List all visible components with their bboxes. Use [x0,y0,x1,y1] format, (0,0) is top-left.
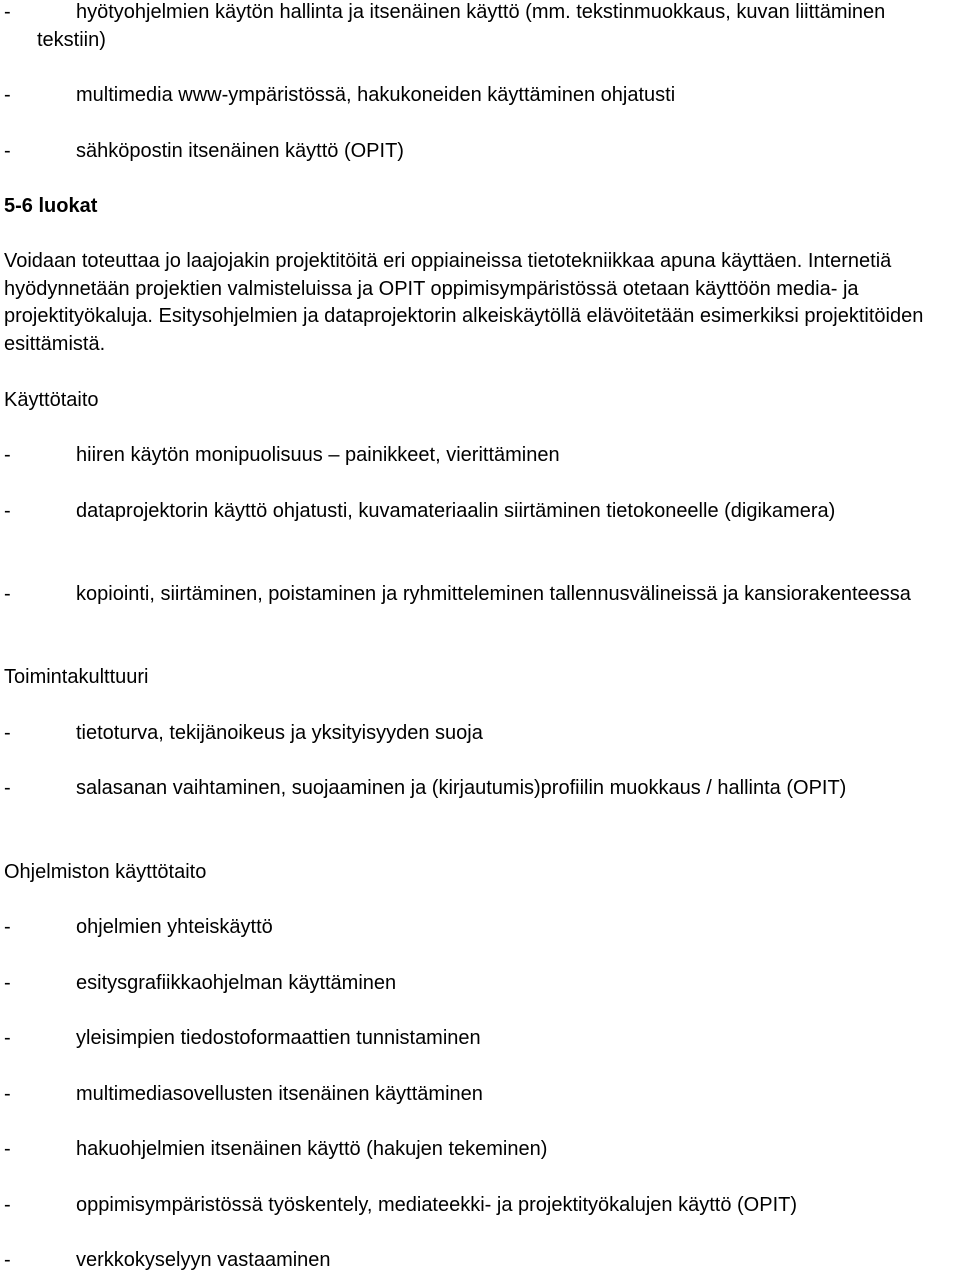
list-item [4,498,954,526]
list-item-text: hyötyohjelmien käytön hallinta ja itsenäinen käyttö (mm. tekstinmuokkaus, kuvan liittäminen tekstiin) [37,1,886,51]
list-item-text: esitysgrafiikkaohjelman käyttäminen [76,972,397,994]
list-item [4,1192,954,1220]
list-item-text: kopiointi, siirtäminen, poistaminen ja ryhmitteleminen tallennusvälineissä ja kansiorakenteessa [76,583,911,605]
list-item [4,914,954,942]
list-item-text: yleisimpien tiedostoformaattien tunnistaminen [76,1027,481,1049]
list-item-text: verkkokyselyyn vastaaminen [76,1249,331,1271]
section-heading-ohjelmiston-kayttotaito: Ohjelmiston käyttötaito [4,861,207,883]
list-item-text: sähköpostin itsenäinen käyttö (OPIT) [76,140,404,162]
bullet-dash: - [4,777,11,799]
list-item [4,775,954,803]
list-item-text: dataprojektorin käyttö ohjatusti, kuvamateriaalin siirtäminen tietokoneelle (digikamera) [76,500,836,522]
bullet-dash: - [4,500,11,522]
grade-heading: 5-6 luokat [4,195,98,217]
list-item [4,442,954,470]
bullet-dash: - [4,1027,11,1049]
bullet-dash: - [4,1138,11,1160]
bullet-dash: - [4,140,11,162]
bullet-dash: - [4,972,11,994]
list-item [4,581,954,609]
list-item [4,1247,954,1275]
list-item [4,1025,954,1053]
bullet-dash: - [4,444,11,466]
list-item-text: tietoturva, tekijänoikeus ja yksityisyyden suoja [76,722,483,744]
list-item-text: multimedia www-ympäristössä, hakukoneiden käyttäminen ohjatusti [76,84,676,106]
bullet-dash: - [4,1249,11,1271]
bullet-dash: - [4,1194,11,1216]
list-item [4,970,954,998]
bullet-dash: - [4,84,11,106]
intro-paragraph: Voidaan toteuttaa jo laajojakin projektitöitä eri oppiaineissa tietotekniikkaa apuna käyttäen. Internetiä hyödynnetään projektien valmisteluissa ja OPIT oppimisympäristössä otetaan käyttöön media- ja projektityökaluja. Esitysohjelmien ja dataprojektorin alkeiskäytöllä elävöitetään esimerkiksi projektitöiden esittämistä. [4,250,924,355]
list-item-text: multimediasovellusten itsenäinen käyttäminen [76,1083,483,1105]
bullet-dash: - [4,916,11,938]
section-heading-kayttotaito: Käyttötaito [4,389,99,411]
section-heading-toimintakulttuuri: Toimintakulttuuri [4,666,149,688]
bullet-dash: - [4,722,11,744]
list-item-text: hakuohjelmien itsenäinen käyttö (hakujen tekeminen) [76,1138,548,1160]
list-item [4,82,954,110]
bullet-dash: - [4,583,11,605]
list-item [4,138,954,166]
list-item-text: salasanan vaihtaminen, suojaaminen ja (kirjautumis)profiilin muokkaus / hallinta (OPIT) [76,777,847,799]
bullet-dash: - [4,1,11,23]
list-item-text: ohjelmien yhteiskäyttö [76,916,273,938]
list-item [4,1136,954,1164]
list-item [4,1081,954,1109]
list-item-text: hiiren käytön monipuolisuus – painikkeet, vierittäminen [76,444,560,466]
list-item [4,0,954,54]
bullet-dash: - [4,1083,11,1105]
list-item [4,720,954,748]
list-item-text: oppimisympäristössä työskentely, mediateekki- ja projektityökalujen käyttö (OPIT) [76,1194,798,1216]
